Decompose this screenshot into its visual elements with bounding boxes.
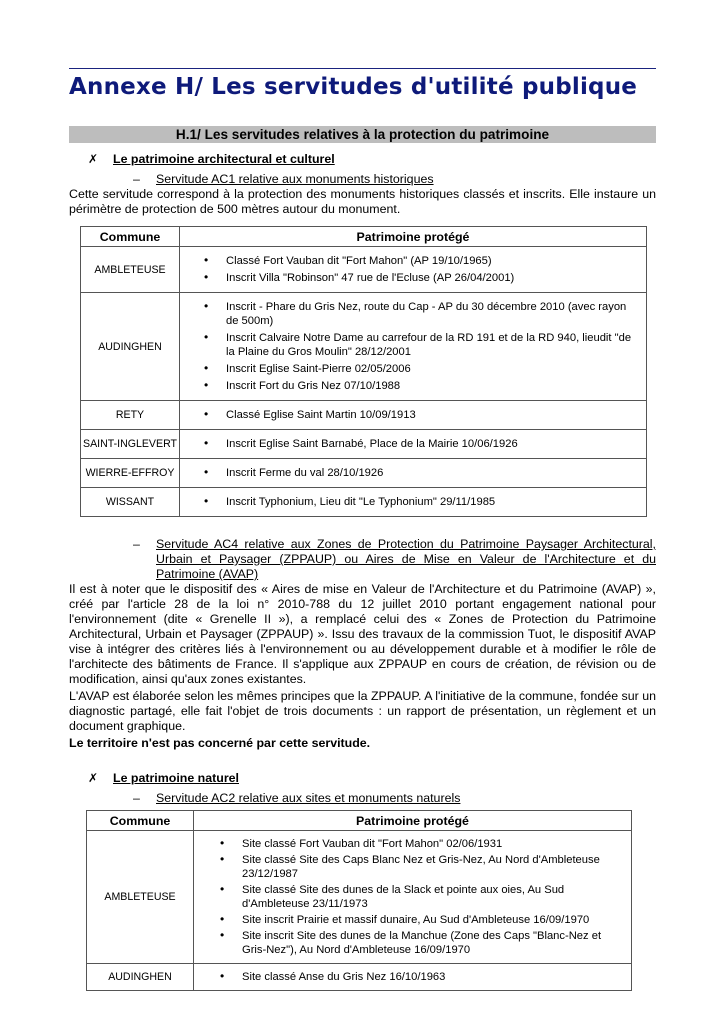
commune-cell: WIERRE-EFFROY bbox=[81, 459, 180, 488]
table-header-row bbox=[81, 227, 647, 247]
list-item: • Classé Eglise Saint Martin 10/09/1913 bbox=[180, 408, 636, 422]
list-item: • Inscrit Eglise Saint-Pierre 02/05/2006 bbox=[180, 362, 636, 376]
column-header-patrimoine: Patrimoine protégé bbox=[180, 227, 647, 247]
subheading-label: Servitude AC1 relative aux monuments historiques bbox=[156, 172, 434, 186]
list-item: • Site classé Site des Caps Blanc Nez et Gris-Nez, Au Nord d'Ambleteuse 23/12/1987 bbox=[194, 853, 623, 881]
commune-cell: RETY bbox=[81, 401, 180, 430]
subheading-ac1 bbox=[69, 172, 656, 187]
commune-cell: AUDINGHEN bbox=[81, 293, 180, 401]
ac4-paragraph-2: L'AVAP est élaborée selon les mêmes principes que la ZPPAUP. A l'initiative de la commune, fondée sur un diagnostic partagé, elle fait l'objet de trois documents : un rapport de présentation, un règlement et un document graphique. bbox=[69, 689, 656, 733]
table-row bbox=[87, 831, 632, 964]
list-item: • Site classé Fort Vauban dit "Fort Mahon" 02/06/1931 bbox=[194, 837, 623, 851]
ac4-note: Le territoire n'est pas concerné par cette servitude. bbox=[69, 736, 371, 750]
commune-cell: AMBLETEUSE bbox=[87, 831, 194, 964]
table-row bbox=[81, 293, 647, 401]
ac4-paragraph-1: Il est à noter que le dispositif des « Aires de mise en Valeur de l'Architecture et du Patrimoine (AVAP) », créé par l'article 28 de la loi n° 2010-788 du 12 juillet 2010 portant engagement national pour l'environnement (dite « Grenelle II »), a remplacé celui des « Zones de Protection du Patrimoine Architectural, Urbain et Paysager (ZPPAUP) ». Issu des travaux de la commission Tuot, le dispositif AVAP vise à intégrer des critères liés à l'environnement ou au développement durable et à modifier le rôle de l'architecte des bâtiments de France. Il s'applique aux ZPPAUP en cours de création, de révision ou de modification, ainsi qu'aux zones existantes. bbox=[69, 582, 656, 686]
list-item: • Classé Fort Vauban dit "Fort Mahon" (AP 19/10/1965) bbox=[180, 254, 636, 268]
table-row bbox=[81, 430, 647, 459]
category-heading-natural bbox=[69, 770, 656, 786]
list-item: • Inscrit Villa "Robinson" 47 rue de l'Ecluse (AP 26/04/2001) bbox=[180, 271, 636, 285]
table-row bbox=[81, 459, 647, 488]
commune-cell: AMBLETEUSE bbox=[81, 247, 180, 293]
column-header-patrimoine: Patrimoine protégé bbox=[194, 811, 632, 831]
monuments-table bbox=[80, 226, 647, 517]
table-row bbox=[81, 247, 647, 293]
list-item: • Site inscrit Prairie et massif dunaire, Au Sud d'Ambleteuse 16/09/1970 bbox=[194, 913, 623, 927]
list-item: • Inscrit Eglise Saint Barnabé, Place de la Mairie 10/06/1926 bbox=[180, 437, 636, 451]
column-header-commune: Commune bbox=[81, 227, 180, 247]
list-item: • Inscrit Fort du Gris Nez 07/10/1988 bbox=[180, 379, 636, 393]
list-item: • Inscrit Ferme du val 28/10/1926 bbox=[180, 466, 636, 480]
list-item: • Inscrit - Phare du Gris Nez, route du Cap - AP du 30 décembre 2010 (avec rayon de 500m) bbox=[180, 300, 636, 328]
subheading-ac4 bbox=[69, 537, 656, 582]
list-item: • Inscrit Calvaire Notre Dame au carrefour de la RD 191 et de la RD 940, lieudit "de la Plaine du Gros Moulin" 28/12/2001 bbox=[180, 331, 636, 359]
subheading-label: Servitude AC4 relative aux Zones de Protection du Patrimoine Paysager Architectural, Urbain et Paysager (ZPPAUP) ou Aires de Mise en Valeur de l'Architecture et du Patrimoine (AVAP) bbox=[156, 537, 656, 581]
document-page bbox=[69, 68, 656, 991]
ac1-description: Cette servitude correspond à la protection des monuments historiques classés et inscrits. Elle instaure un périmètre de protection de 500 mètres autour du monument. bbox=[69, 187, 656, 216]
natural-sites-table bbox=[86, 810, 632, 991]
table-header-row bbox=[87, 811, 632, 831]
commune-cell: SAINT-INGLEVERT bbox=[81, 430, 180, 459]
list-item: • Inscrit Typhonium, Lieu dit "Le Typhonium" 29/11/1985 bbox=[180, 495, 636, 509]
dash-icon: – bbox=[133, 791, 140, 805]
table-row bbox=[81, 488, 647, 517]
table-row bbox=[87, 964, 632, 991]
subheading-label: Servitude AC2 relative aux sites et monuments naturels bbox=[156, 791, 461, 805]
category-heading-architectural bbox=[69, 151, 656, 167]
cross-mark-icon: ✗ bbox=[88, 152, 99, 166]
list-item: • Site classé Site des dunes de la Slack et pointe aux oies, Au Sud d'Ambleteuse 23/11/1973 bbox=[194, 883, 623, 911]
page-title: Annexe H/ Les servitudes d'utilité publique bbox=[69, 74, 638, 100]
table-row bbox=[81, 401, 647, 430]
commune-cell: AUDINGHEN bbox=[87, 964, 194, 991]
category-label: Le patrimoine naturel bbox=[113, 771, 239, 785]
category-label: Le patrimoine architectural et culturel bbox=[113, 152, 335, 166]
subheading-ac2 bbox=[69, 791, 656, 806]
cross-mark-icon: ✗ bbox=[88, 771, 99, 785]
title-rule bbox=[69, 68, 656, 69]
section-heading: H.1/ Les servitudes relatives à la protection du patrimoine bbox=[69, 126, 656, 143]
dash-icon: – bbox=[133, 537, 140, 551]
list-item: • Site inscrit Site des dunes de la Manchue (Zone des Caps "Blanc-Nez et Gris-Nez"), Au Nord d'Ambleteuse 16/09/1970 bbox=[194, 929, 623, 957]
column-header-commune: Commune bbox=[87, 811, 194, 831]
dash-icon: – bbox=[133, 172, 140, 186]
list-item: • Site classé Anse du Gris Nez 16/10/1963 bbox=[194, 970, 623, 984]
commune-cell: WISSANT bbox=[81, 488, 180, 517]
